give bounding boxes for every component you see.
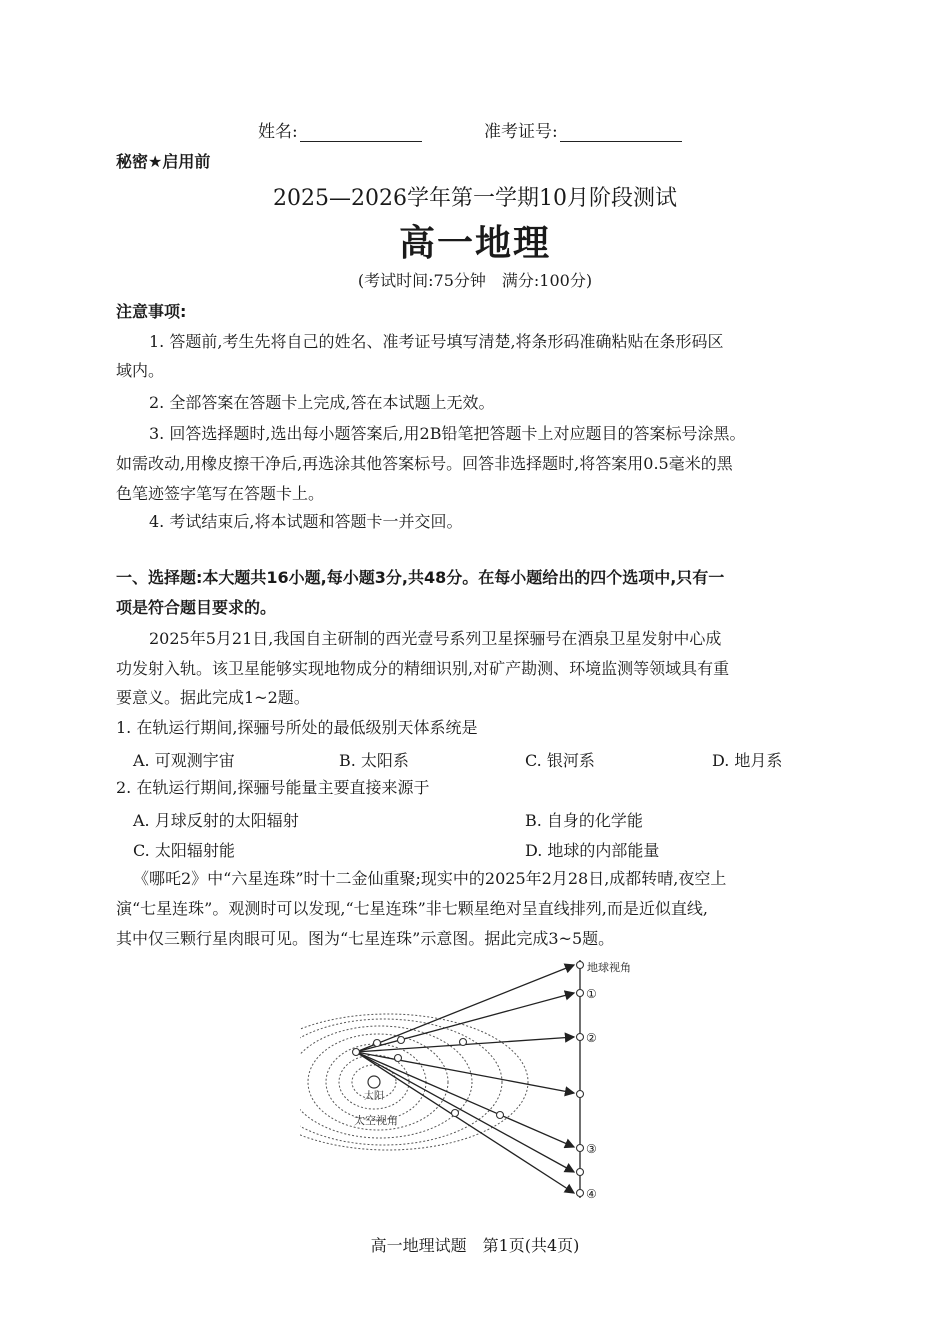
- axis-point: [577, 1034, 584, 1041]
- planet-point: [398, 1037, 405, 1044]
- sight-lines: [356, 965, 574, 1193]
- note-line: 1. 答题前,考生先将自己的姓名、准考证号填写清楚,将条形码准确粘贴在条形码区: [149, 332, 724, 351]
- axis-point: [577, 1169, 584, 1176]
- q2-option-b[interactable]: B. 自身的化学能: [525, 811, 643, 830]
- earth-point: [353, 1049, 360, 1056]
- planet-point: [395, 1055, 402, 1062]
- passage-line: 2025年5月21日,我国自主研制的西光壹号系列卫星探骊号在酒泉卫星发射中心成: [149, 629, 722, 648]
- passage-line: 要意义。据此完成1~2题。: [116, 688, 310, 707]
- exam-number-blank: [560, 125, 682, 142]
- q2-option-c[interactable]: C. 太阳辐射能: [133, 841, 235, 860]
- exam-number-field: [484, 117, 682, 142]
- exam-number-label: 准考证号:: [484, 122, 558, 142]
- note-line: 4. 考试结束后,将本试题和答题卡一并交回。: [149, 512, 463, 531]
- name-field: [258, 117, 422, 142]
- passage-line: 《哪吒2》中“六星连珠”时十二金仙重聚;现实中的2025年2月28日,成都转晴,夜空上: [133, 869, 727, 888]
- section-heading: 项是符合题目要求的。: [116, 598, 277, 617]
- q1-option-c[interactable]: C. 银河系: [525, 751, 595, 770]
- note-line: 2. 全部答案在答题卡上完成,答在本试题上无效。: [149, 393, 495, 412]
- axis-point: [577, 990, 584, 997]
- exam-title: 2025—2026学年第一学期10月阶段测试: [273, 186, 677, 211]
- section-heading: 一、选择题:本大题共16小题,每小题3分,共48分。在每小题给出的四个选项中,只有一: [116, 568, 725, 587]
- exam-time-info: (考试时间:75分钟 满分:100分): [357, 271, 593, 290]
- q1-option-a[interactable]: A. 可观测宇宙: [133, 751, 235, 770]
- earth-view-label: 地球视角: [587, 961, 631, 974]
- marker-2: ②: [586, 1031, 597, 1045]
- question-2-stem: 2. 在轨运行期间,探骊号能量主要直接来源于: [116, 778, 430, 797]
- sun-marker: [368, 1076, 380, 1088]
- q1-option-d[interactable]: D. 地月系: [712, 751, 783, 770]
- subject-title: 高一地理: [398, 222, 551, 264]
- secret-mark: 秘密★启用前: [116, 152, 211, 171]
- space-view-label: 太空视角: [354, 1114, 398, 1127]
- axis-point: [577, 962, 584, 969]
- sun-label: 太阳: [364, 1091, 384, 1102]
- note-line: 域内。: [116, 361, 165, 380]
- planet-alignment-figure: [300, 955, 660, 1205]
- axis-point: [577, 1145, 584, 1152]
- planets: [353, 962, 584, 1197]
- name-blank: [300, 125, 422, 142]
- planet-point: [374, 1040, 381, 1047]
- name-label: 姓名:: [258, 122, 298, 142]
- axis-point: [577, 1091, 584, 1098]
- note-line: 如需改动,用橡皮擦干净后,再选涂其他答案标号。回答非选择题时,将答案用0.5毫米的黑: [116, 454, 733, 473]
- notes-heading: 注意事项:: [116, 302, 187, 321]
- passage-line: 演“七星连珠”。观测时可以发现,“七星连珠”非七颗星绝对呈直线排列,而是近似直线,: [116, 899, 708, 918]
- q2-option-a[interactable]: A. 月球反射的太阳辐射: [133, 811, 299, 830]
- marker-3: ③: [586, 1142, 597, 1156]
- q1-option-b[interactable]: B. 太阳系: [339, 751, 409, 770]
- axis-point: [577, 1190, 584, 1197]
- marker-1: ①: [586, 987, 597, 1001]
- planet-point: [460, 1039, 467, 1046]
- planet-point: [497, 1112, 504, 1119]
- question-1-stem: 1. 在轨运行期间,探骊号所处的最低级别天体系统是: [116, 718, 478, 737]
- note-line: 3. 回答选择题时,选出每小题答案后,用2B铅笔把答题卡上对应题目的答案标号涂黑。: [149, 424, 746, 443]
- orbit-rings: [300, 1014, 528, 1150]
- passage-line: 其中仅三颗行星肉眼可见。图为“七星连珠”示意图。据此完成3~5题。: [116, 929, 615, 948]
- marker-4: ④: [586, 1187, 597, 1201]
- page-footer: 高一地理试题 第1页(共4页): [370, 1236, 580, 1255]
- passage-line: 功发射入轨。该卫星能够实现地物成分的精细识别,对矿产勘测、环境监测等领域具有重: [116, 659, 730, 678]
- planet-point: [452, 1110, 459, 1117]
- note-line: 色笔迹签字笔写在答题卡上。: [116, 484, 325, 503]
- q2-option-d[interactable]: D. 地球的内部能量: [525, 841, 660, 860]
